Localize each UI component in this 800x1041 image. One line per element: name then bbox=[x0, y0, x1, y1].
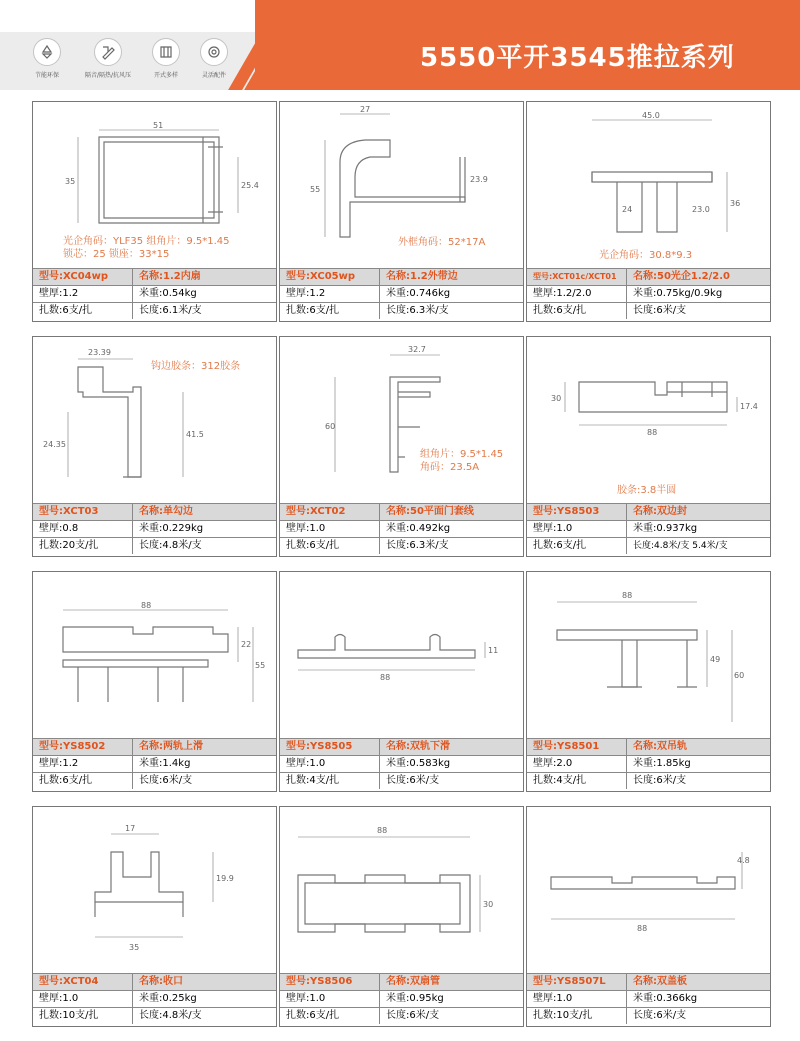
profile-note: 光企角码：YLF35 组角片：9.5*1.45 bbox=[63, 236, 230, 247]
wall-cell: 壁厚:1.2/2.0 bbox=[527, 286, 627, 302]
wall-cell: 壁厚:1.0 bbox=[33, 991, 133, 1007]
model-cell: 型号:XCT03 bbox=[33, 504, 133, 520]
wall-cell: 壁厚:1.0 bbox=[527, 521, 627, 537]
recycle-icon bbox=[33, 38, 61, 66]
spec-table bbox=[280, 973, 523, 1026]
bundle-cell: 扎数:6支/扎 bbox=[527, 538, 627, 554]
dimension-label: 60 bbox=[734, 671, 745, 680]
feature-item bbox=[78, 38, 138, 79]
page-title: 5550平开3545推拉系列 bbox=[420, 43, 735, 73]
bundle-cell: 扎数:6支/扎 bbox=[280, 538, 380, 554]
profile-card bbox=[279, 336, 524, 557]
bundle-cell: 扎数:20支/扎 bbox=[33, 538, 133, 554]
bundle-cell: 扎数:6支/扎 bbox=[527, 303, 627, 319]
wall-cell: 壁厚:1.2 bbox=[280, 286, 380, 302]
weight-cell: 米重:1.85kg bbox=[633, 758, 691, 769]
bundle-cell: 扎数:4支/扎 bbox=[527, 773, 627, 789]
dimension-label: 36 bbox=[730, 199, 741, 208]
dimension-label: 17 bbox=[125, 824, 136, 833]
dimension-label: 49 bbox=[710, 655, 721, 664]
gear-fittings-icon bbox=[200, 38, 228, 66]
pencil-ruler-icon bbox=[94, 38, 122, 66]
wall-cell: 壁厚:1.0 bbox=[280, 756, 380, 772]
spec-table bbox=[33, 738, 276, 791]
profile-drawing bbox=[527, 337, 770, 503]
spec-table bbox=[527, 738, 770, 791]
dimension-label: 88 bbox=[380, 673, 391, 682]
name-cell: 名称:双扇管 bbox=[386, 976, 440, 987]
wall-cell: 壁厚:1.0 bbox=[280, 991, 380, 1007]
length-cell: 长度:6米/支 bbox=[139, 775, 193, 786]
dimension-label: 27 bbox=[360, 105, 371, 114]
profile-drawing bbox=[280, 807, 523, 973]
profile-note: 锁芯：25 锁座：33*15 bbox=[63, 249, 170, 260]
model-cell: 型号:YS8505 bbox=[280, 739, 380, 755]
spec-table bbox=[33, 268, 276, 321]
profile-drawing bbox=[33, 572, 276, 738]
weight-cell: 米重:1.4kg bbox=[139, 758, 191, 769]
length-cell: 长度:6.3米/支 bbox=[386, 540, 449, 551]
wall-cell: 壁厚:1.0 bbox=[527, 991, 627, 1007]
profile-card bbox=[32, 571, 277, 792]
spec-table bbox=[527, 503, 770, 556]
profile-card bbox=[526, 101, 771, 322]
model-cell: 型号:YS8502 bbox=[33, 739, 133, 755]
weight-cell: 米重:0.54kg bbox=[139, 288, 197, 299]
feature-label: 灵活配件 bbox=[201, 72, 226, 79]
weight-cell: 米重:0.937kg bbox=[633, 523, 698, 534]
profile-note: 组角片：9.5*1.45 bbox=[420, 449, 504, 460]
wall-cell: 壁厚:2.0 bbox=[527, 756, 627, 772]
name-cell: 名称:单勾边 bbox=[139, 506, 193, 517]
weight-cell: 米重:0.492kg bbox=[386, 523, 451, 534]
name-cell: 名称:双吊轨 bbox=[633, 741, 687, 752]
profile-card bbox=[32, 336, 277, 557]
model-cell: 型号:YS8501 bbox=[527, 739, 627, 755]
model-cell: 型号:XC05wp bbox=[280, 269, 380, 285]
dimension-label: 30 bbox=[483, 900, 494, 909]
profile-card bbox=[32, 101, 277, 322]
dimension-label: 88 bbox=[637, 924, 648, 933]
wall-cell: 壁厚:1.0 bbox=[280, 521, 380, 537]
spec-table bbox=[527, 268, 770, 321]
spec-table bbox=[527, 973, 770, 1026]
name-cell: 名称:收口 bbox=[139, 976, 183, 987]
dimension-label: 23.9 bbox=[470, 175, 488, 184]
model-cell: 型号:XCT01c/XCT01 bbox=[527, 269, 627, 285]
spec-table bbox=[33, 973, 276, 1026]
profile-drawing bbox=[527, 807, 770, 973]
wall-cell: 壁厚:1.2 bbox=[33, 756, 133, 772]
wall-cell: 壁厚:0.8 bbox=[33, 521, 133, 537]
length-cell: 长度:6米/支 bbox=[386, 775, 440, 786]
dimension-label: 22 bbox=[241, 640, 252, 649]
dimension-label: 25.4 bbox=[241, 181, 259, 190]
model-cell: 型号:YS8506 bbox=[280, 974, 380, 990]
bundle-cell: 扎数:6支/扎 bbox=[280, 303, 380, 319]
length-cell: 长度:6米/支 bbox=[633, 775, 687, 786]
bundle-cell: 扎数:6支/扎 bbox=[33, 303, 133, 319]
profile-card bbox=[279, 806, 524, 1027]
bundle-cell: 扎数:10支/扎 bbox=[33, 1008, 133, 1024]
profile-card bbox=[526, 336, 771, 557]
model-cell: 型号:XCT04 bbox=[33, 974, 133, 990]
spec-table bbox=[33, 503, 276, 556]
length-cell: 长度:6.3米/支 bbox=[386, 305, 449, 316]
feature-item bbox=[184, 38, 244, 79]
name-cell: 名称:双边封 bbox=[633, 506, 687, 517]
profile-drawing bbox=[527, 572, 770, 738]
model-cell: 型号:YS8507L bbox=[527, 974, 627, 990]
profile-note: 角码：23.5A bbox=[420, 462, 480, 473]
profile-drawing bbox=[280, 572, 523, 738]
dimension-label: 55 bbox=[255, 661, 266, 670]
dimension-label: 41.5 bbox=[186, 430, 204, 439]
profile-note: 外框角码：52*17A bbox=[398, 237, 486, 248]
name-cell: 名称:双盖板 bbox=[633, 976, 687, 987]
dimension-label: 11 bbox=[488, 646, 499, 655]
dimension-label: 30 bbox=[551, 394, 562, 403]
dimension-label: 51 bbox=[153, 121, 164, 130]
dimension-label: 88 bbox=[377, 826, 388, 835]
length-cell: 长度:6.1米/支 bbox=[139, 305, 202, 316]
dimension-label: 35 bbox=[65, 177, 76, 186]
dimension-label: 45.0 bbox=[642, 111, 660, 120]
weight-cell: 米重:0.25kg bbox=[139, 993, 197, 1004]
weight-cell: 米重:0.583kg bbox=[386, 758, 451, 769]
dimension-label: 24.35 bbox=[43, 440, 66, 449]
dimension-label: 35 bbox=[129, 943, 140, 952]
profile-card bbox=[526, 571, 771, 792]
name-cell: 名称:双轨下滑 bbox=[386, 741, 450, 752]
name-cell: 名称:1.2外带边 bbox=[386, 271, 458, 282]
dimension-label: 88 bbox=[141, 601, 152, 610]
weight-cell: 米重:0.95kg bbox=[386, 993, 444, 1004]
weight-cell: 米重:0.366kg bbox=[633, 993, 698, 1004]
profile-card bbox=[526, 806, 771, 1027]
profile-drawing bbox=[280, 337, 523, 503]
profile-note: 光企角码：30.8*9.3 bbox=[599, 250, 693, 261]
model-cell: 型号:YS8503 bbox=[527, 504, 627, 520]
profile-card bbox=[279, 571, 524, 792]
name-cell: 名称:50平面门套线 bbox=[386, 506, 474, 517]
dimension-label: 19.9 bbox=[216, 874, 234, 883]
length-cell: 长度:6米/支 bbox=[386, 1010, 440, 1021]
name-cell: 名称:1.2内扇 bbox=[139, 271, 201, 282]
bundle-cell: 扎数:4支/扎 bbox=[280, 773, 380, 789]
bundle-cell: 扎数:6支/扎 bbox=[280, 1008, 380, 1024]
bundle-cell: 扎数:10支/扎 bbox=[527, 1008, 627, 1024]
length-cell: 长度:6米/支 bbox=[633, 1010, 687, 1021]
window-styles-icon bbox=[152, 38, 180, 66]
length-cell: 长度:4.8米/支 bbox=[139, 540, 202, 551]
dimension-label: 88 bbox=[647, 428, 658, 437]
dimension-label: 60 bbox=[325, 422, 336, 431]
dimension-label: 88 bbox=[622, 591, 633, 600]
weight-cell: 米重:0.229kg bbox=[139, 523, 204, 534]
dimension-label: 17.4 bbox=[740, 402, 758, 411]
spec-table bbox=[280, 738, 523, 791]
name-cell: 名称:两轨上滑 bbox=[139, 741, 203, 752]
bundle-cell: 扎数:6支/扎 bbox=[33, 773, 133, 789]
feature-label: 隔音/隔热/抗风压 bbox=[84, 72, 132, 79]
dimension-label: 23.0 bbox=[692, 205, 710, 214]
weight-cell: 米重:0.75kg/0.9kg bbox=[633, 288, 723, 299]
profile-drawing bbox=[33, 807, 276, 973]
profile-note: 钩边胶条：312胶条 bbox=[151, 361, 241, 372]
spec-table bbox=[280, 268, 523, 321]
length-cell: 长度:6米/支 bbox=[633, 305, 687, 316]
feature-label: 开式多样 bbox=[153, 72, 178, 79]
profile-note: 胶条:3.8半圆 bbox=[617, 485, 677, 496]
dimension-label: 24 bbox=[622, 205, 633, 214]
model-cell: 型号:XCT02 bbox=[280, 504, 380, 520]
length-cell: 长度:4.8米/支 bbox=[139, 1010, 202, 1021]
profile-card bbox=[32, 806, 277, 1027]
wall-cell: 壁厚:1.2 bbox=[33, 286, 133, 302]
dimension-label: 4.8 bbox=[737, 856, 750, 865]
profile-card bbox=[279, 101, 524, 322]
dimension-label: 55 bbox=[310, 185, 321, 194]
weight-cell: 米重:0.746kg bbox=[386, 288, 451, 299]
feature-item bbox=[17, 38, 77, 79]
header-banner bbox=[0, 0, 800, 95]
name-cell: 名称:50光企1.2/2.0 bbox=[633, 271, 730, 282]
model-cell: 型号:XC04wp bbox=[33, 269, 133, 285]
spec-table bbox=[280, 503, 523, 556]
profile-drawing bbox=[527, 102, 770, 268]
dimension-label: 23.39 bbox=[88, 348, 111, 357]
length-cell: 长度:4.8米/支 5.4米/支 bbox=[633, 541, 728, 551]
feature-label: 节能环保 bbox=[34, 72, 59, 79]
dimension-label: 32.7 bbox=[408, 345, 426, 354]
